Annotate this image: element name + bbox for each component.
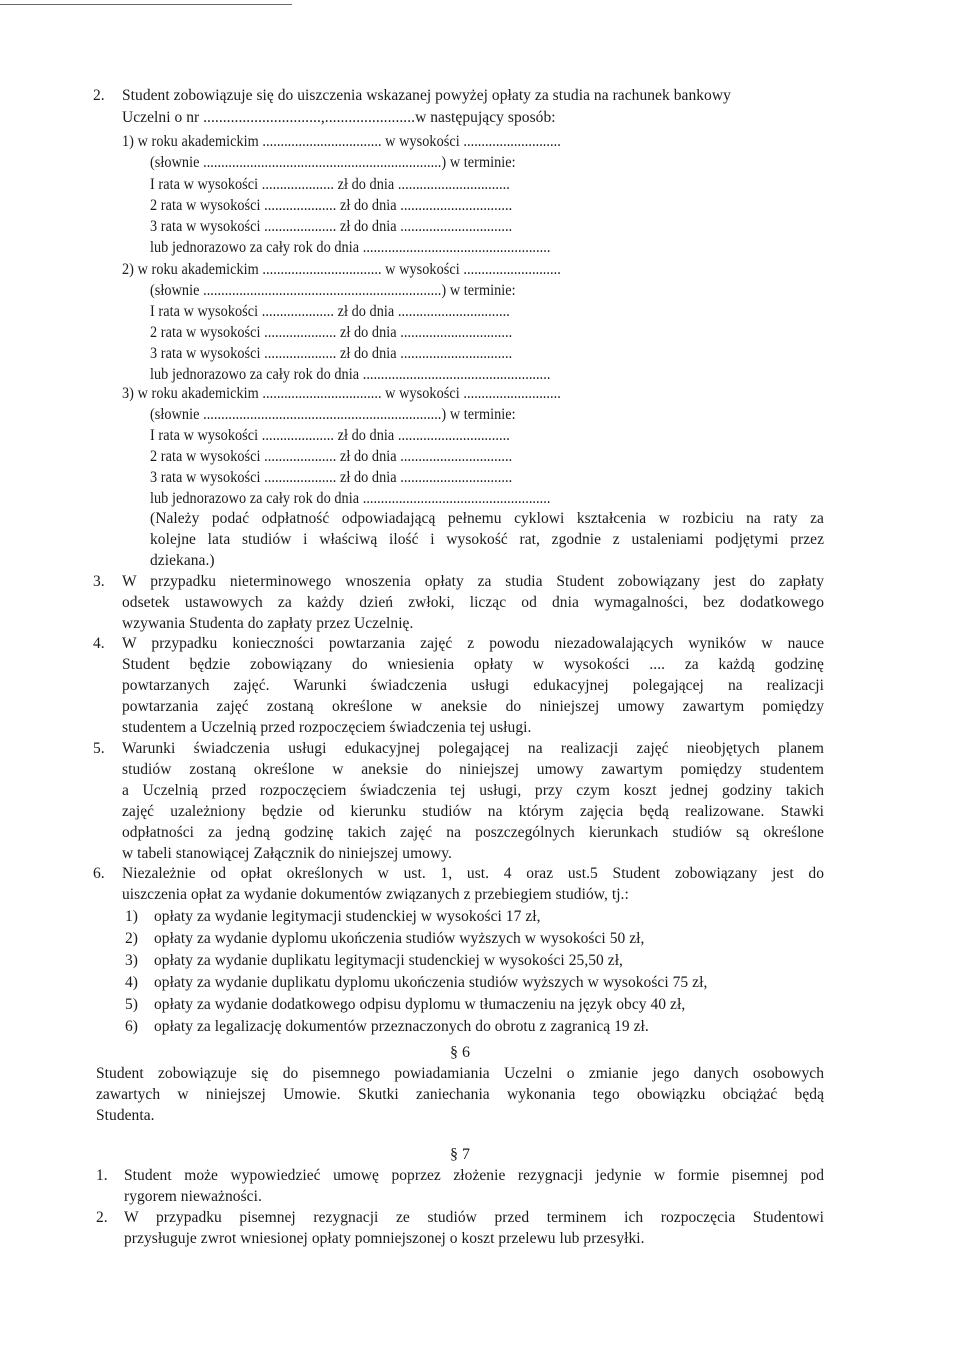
item-4-line-2: Student będzie zobowiązany do wniesienia opłaty w wysokości .... za każdą godzinę [122, 656, 824, 673]
section-6-title: § 6 [450, 1044, 470, 1061]
fee-3-text: opłaty za wydanie duplikatu legitymacji studenckiej w wysokości 25,50 zł, [154, 952, 623, 969]
section-7-point-2-line-2: przysługuje zwrot wniesionej opłaty pomniejszonej o koszt przelewu lub przesyłki. [124, 1230, 645, 1247]
fee-4-text: opłaty za wydanie duplikatu dyplomu ukończenia studiów wyższych w wysokości 75 zł, [154, 974, 708, 991]
item-2-number: 2. [93, 87, 105, 104]
fee-6-text: opłaty za legalizację dokumentów przeznaczonych do obrotu z zagranicą 19 zł. [154, 1018, 649, 1035]
fee-6-number: 6) [125, 1018, 139, 1035]
year-3-amount-words: (słownie ..................................................................) w terminie: [150, 406, 516, 423]
fee-4-number: 4) [125, 974, 139, 991]
year-1-installment-3: 3 rata w wysokości .................... zł do dnia ............................... [150, 218, 513, 235]
item-6-number: 6. [93, 865, 105, 882]
item-2-line-1: Student zobowiązuje się do uiszczenia wskazanej powyżej opłaty za studia na rachunek bankowy [122, 87, 731, 104]
year-1-installment-1: I rata w wysokości .................... zł do dnia ............................... [150, 176, 510, 193]
section-6-line-3: Studenta. [96, 1107, 155, 1124]
item-2-line-2: Uczelni o nr ..............................,.......................w następujący sposób: [122, 109, 556, 126]
section-7-point-2-line-1: W przypadku pisemnej rezygnacji ze studiów przed terminem ich rozpoczęcia Studentowi [124, 1209, 824, 1226]
item-5-line-5: odpłatności za jedną godzinę takich zajęć na poszczególnych kierunkach studiów są określone [122, 824, 824, 841]
section-7-title: § 7 [450, 1146, 470, 1163]
year-2-heading: 2) w roku akademickim ................................. w wysokości ........................... [122, 261, 561, 278]
section-7-point-1-number: 1. [96, 1167, 108, 1184]
year-1-installment-2: 2 rata w wysokości .................... zł do dnia ............................... [150, 197, 513, 214]
section-7-point-1-line-2: rygorem nieważności. [124, 1188, 262, 1205]
item-5-line-6: w tabeli stanowiącej Załącznik do niniejszej umowy. [122, 845, 452, 862]
item-5-line-4: zajęć uzależniony będzie od kierunku studiów na którym zajęcia będą realizowane. Stawki [122, 803, 824, 820]
item-4-line-3: powtarzanych zajęć. Warunki świadczenia usługi edukacyjnej polegającej na realizacji [122, 677, 824, 694]
item-3-number: 3. [93, 573, 105, 590]
item-4-line-4: powtarzania zajęć zostaną określone w aneksie do niniejszej umowy zawartym pomiędzy [122, 698, 824, 715]
year-2-one-time: lub jednorazowo za cały rok do dnia .................................................... [150, 366, 551, 383]
item-5-line-3: a Uczelnią przed rozpoczęciem świadczenia tej usługi, przy czym koszt jednej godziny takich [122, 782, 824, 799]
fee-2-number: 2) [125, 930, 139, 947]
item-6-line-2: uiszczenia opłat za wydanie dokumentów związanych z przebiegiem studiów, tj.: [122, 886, 629, 903]
year-3-heading: 3) w roku akademickim ................................. w wysokości ........................... [122, 385, 561, 402]
item-4-line-5: studentem a Uczelnią przed rozpoczęciem świadczenia tej usługi. [122, 719, 532, 736]
section-7-point-2-number: 2. [96, 1209, 108, 1226]
year-1-amount-words: (słownie ..................................................................) w terminie: [150, 154, 516, 171]
fee-3-number: 3) [125, 952, 139, 969]
fee-1-number: 1) [125, 908, 139, 925]
year-2-installment-2: 2 rata w wysokości .................... zł do dnia ............................... [150, 324, 513, 341]
item-5-number: 5. [93, 740, 105, 757]
year-3-installment-3: 3 rata w wysokości .................... zł do dnia ............................... [150, 469, 513, 486]
item-4-line-1: W przypadku konieczności powtarzania zajęć z powodu niezadowalających wyników w nauce [122, 635, 824, 652]
item-2-note-line-3: dziekana.) [150, 552, 215, 569]
item-2-note-line-1: (Należy podać odpłatność odpowiadającą pełnemu cyklowi kształcenia w rozbiciu na raty za [150, 510, 824, 527]
fee-5-text: opłaty za wydanie dodatkowego odpisu dyplomu w tłumaczeniu na język obcy 40 zł, [154, 996, 686, 1013]
item-4-number: 4. [93, 635, 105, 652]
year-3-one-time: lub jednorazowo za cały rok do dnia .................................................... [150, 490, 551, 507]
section-6-line-2: zawartych w niniejszej Umowie. Skutki zaniechania wykonania tego obowiązku obciążać będą [96, 1086, 824, 1103]
item-3-line-3: wzywania Studenta do zapłaty przez Uczelnię. [122, 615, 414, 632]
year-2-installment-1: I rata w wysokości .................... zł do dnia ............................... [150, 303, 510, 320]
year-2-amount-words: (słownie ..................................................................) w terminie: [150, 282, 516, 299]
fee-2-text: opłaty za wydanie dyplomu ukończenia studiów wyższych w wysokości 50 zł, [154, 930, 645, 947]
year-1-heading: 1) w roku akademickim ................................. w wysokości ........................... [122, 133, 561, 150]
section-7-point-1-line-1: Student może wypowiedzieć umowę poprzez złożenie rezygnacji jedynie w formie pisemnej pod [124, 1167, 824, 1184]
year-3-installment-1: I rata w wysokości .................... zł do dnia ............................... [150, 427, 510, 444]
item-5-line-1: Warunki świadczenia usługi edukacyjnej polegającej na realizacji zajęć nieobjętych planem [122, 740, 824, 757]
item-3-line-1: W przypadku nieterminowego wnoszenia opłaty za studia Student zobowiązany jest do zapłaty [122, 573, 824, 590]
section-6-line-1: Student zobowiązuje się do pisemnego powiadamiania Uczelni o zmianie jego danych osobowych [96, 1065, 824, 1082]
item-6-line-1: Niezależnie od opłat określonych w ust. 1, ust. 4 oraz ust.5 Student zobowiązany jest do [122, 865, 824, 882]
item-2-note-line-2: kolejne lata studiów i właściwą ilość i wysokość rat, zgodnie z ustaleniami podjętymi przez [150, 531, 824, 548]
item-5-line-2: studiów zostaną określone w aneksie do niniejszej umowy zawartym pomiędzy studentem [122, 761, 824, 778]
year-2-installment-3: 3 rata w wysokości .................... zł do dnia ............................... [150, 345, 513, 362]
year-1-one-time: lub jednorazowo za cały rok do dnia .................................................... [150, 239, 551, 256]
year-3-installment-2: 2 rata w wysokości .................... zł do dnia ............................... [150, 448, 513, 465]
item-3-line-2: odsetek ustawowych za każdy dzień zwłoki, licząc od dnia wymagalności, bez dodatkowego [122, 594, 824, 611]
fee-5-number: 5) [125, 996, 139, 1013]
fee-1-text: opłaty za wydanie legitymacji studenckiej w wysokości 17 zł, [154, 908, 541, 925]
